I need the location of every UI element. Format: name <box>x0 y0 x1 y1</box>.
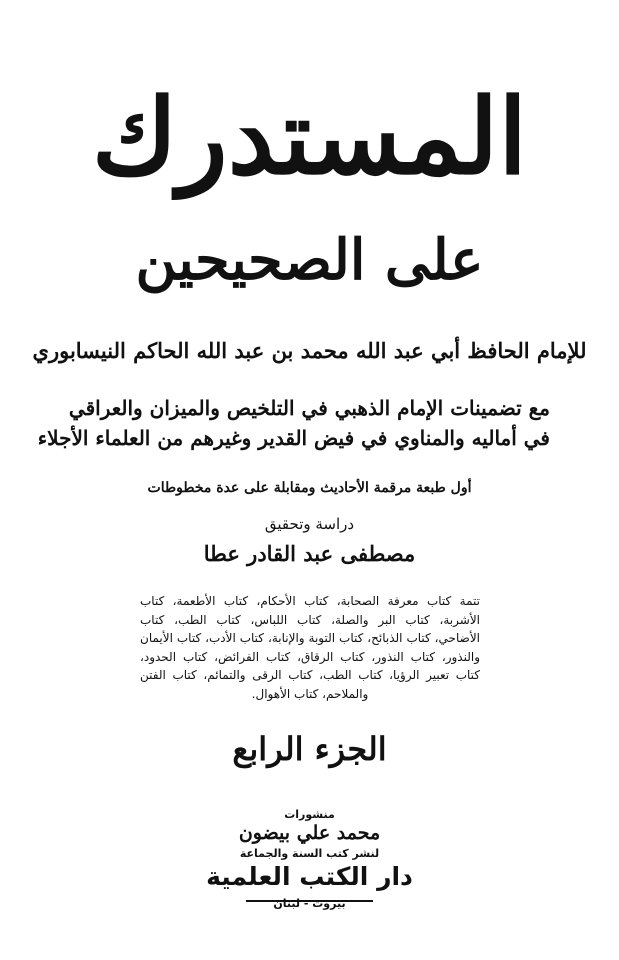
publisher-subline: لنشر كتب السنة والجماعة <box>239 847 380 860</box>
editor-name: مصطفى عبد القادر عطا <box>203 541 416 566</box>
sources-line-1: مع تضمينات الإمام الذهبي في التلخيص والميزان والعراقي <box>68 396 550 420</box>
publishing-house: دار الكتب العلمية <box>206 862 413 891</box>
book-subtitle: على الصحيحين <box>135 227 484 293</box>
author-line: للإمام الحافظ أبي عبد الله محمد بن عبد الله الحاكم النيسابوري <box>32 338 587 363</box>
publisher-label: منشورات <box>284 808 335 821</box>
publisher-city: بيروت - لبنان <box>273 897 346 910</box>
sources-line-2: في أماليه والمناوي في فيض القدير وغيرهم من العلماء الأجلاء <box>37 426 550 450</box>
contents-paragraph: تتمة كتاب معرفة الصحابة، كتاب الأحكام، كتاب الأطعمة، كتاب الأشربة، كتاب البر والصلة، كتاب اللباس، كتاب الطب، كتاب الأضاحي، كتاب الذبائح، كتاب التوبة والإنابة، كتاب الأدب، كتاب الأيمان والنذور، كتاب النذور، كتاب الرقاق، كتاب الفرائض، كتاب الحدود، كتاب تعبير الرؤيا، كتاب الطب، كتاب الرقى والتمائم، كتاب الفتن والملاحم، كتاب الأهوال. <box>140 594 480 701</box>
first-print-note: أول طبعة مرقمة الأحاديث ومقابلة على عدة مخطوطات <box>147 480 472 496</box>
volume-label: الجزء الرابع <box>232 730 387 768</box>
sources-block <box>37 393 550 453</box>
publisher-name: محمد علي بيضون <box>238 822 381 844</box>
book-title: المستدرك <box>91 75 528 198</box>
study-label: دراسة وتحقيق <box>264 515 355 533</box>
